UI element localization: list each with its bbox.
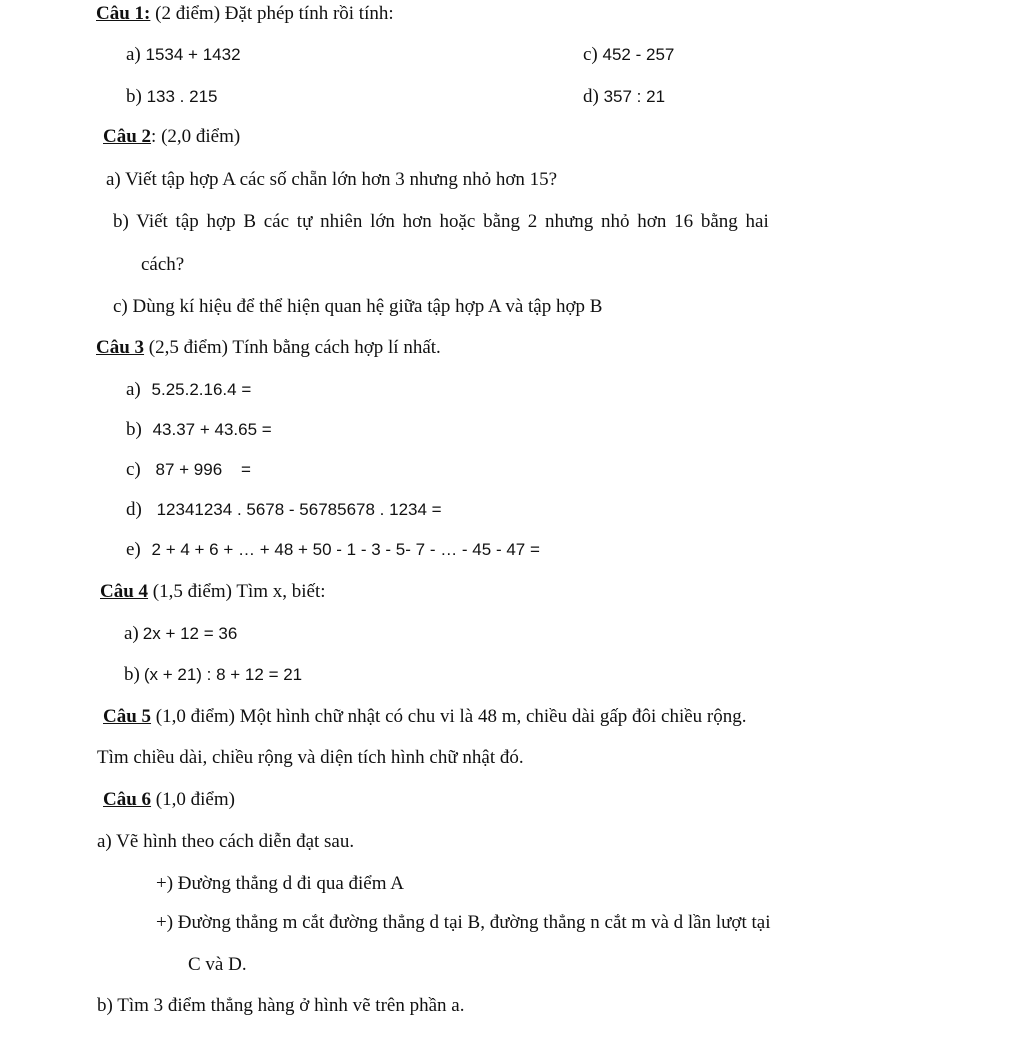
q6-heading: Câu 6 [103, 789, 152, 810]
q6-item-a1: +) Đường thẳng d đi qua điểm A [156, 873, 404, 894]
q3-item-e [126, 538, 540, 562]
q3-item-a [126, 378, 251, 402]
q4-item-b [124, 663, 302, 687]
q3-e-expr: 2 + 4 + 6 + … + 48 + 50 - 1 - 3 - 5- 7 - … - 45 - 47 = [151, 540, 540, 559]
q6-title [103, 788, 235, 812]
q2-item-a: a) Viết tập hợp A các số chẵn lớn hơn 3 nhưng nhỏ hơn 15? [106, 169, 558, 190]
q1-points: (2 điểm) Đặt phép tính rồi tính: [150, 3, 394, 24]
q4-b-label: b) [124, 664, 140, 685]
q4-b-expr: (x + 21) : 8 + 12 = 21 [143, 665, 303, 684]
q4-title [100, 580, 326, 604]
q3-d-label: d) [126, 499, 142, 520]
q4-heading: Câu 4 [100, 581, 149, 602]
q1-b-label: b) [126, 86, 142, 107]
q1-d-label: d) [583, 86, 599, 107]
q4-a-label: a) [124, 623, 139, 644]
q5-heading: Câu 5 [103, 706, 152, 727]
q1-item-a [126, 43, 241, 67]
q1-title [96, 2, 394, 26]
q3-e-label: e) [126, 539, 141, 560]
q1-c-expr: 452 - 257 [602, 45, 675, 64]
q1-a-expr: 1534 + 1432 [145, 45, 241, 64]
q2-item-b-line1: b) Viết tập hợp B các tự nhiên lớn hơn hoặc bằng 2 nhưng nhỏ hơn 16 bằng hai [113, 211, 769, 232]
q5-text: (1,0 điểm) Một hình chữ nhật có chu vi là 48 m, chiều dài gấp đôi chiều rộng. [151, 706, 747, 727]
q2-item-b-line2: cách? [141, 254, 185, 275]
q3-c-expr: 87 + 996 = [155, 460, 251, 479]
q1-item-c [583, 43, 674, 67]
q4-points: (1,5 điểm) Tìm x, biết: [148, 581, 326, 602]
q1-b-expr: 133 . 215 [146, 87, 218, 106]
q3-points: (2,5 điểm) Tính bằng cách hợp lí nhất. [144, 337, 441, 358]
q2-points: : (2,0 điểm) [151, 126, 241, 147]
q3-d-expr: 12341234 . 5678 - 56785678 . 1234 = [156, 500, 442, 519]
q1-a-label: a) [126, 44, 141, 65]
q1-c-label: c) [583, 44, 598, 65]
q6-item-b: b) Tìm 3 điểm thẳng hàng ở hình vẽ trên phần a. [97, 995, 465, 1016]
q4-item-a [124, 622, 237, 646]
q5-title [103, 705, 747, 729]
q3-heading: Câu 3 [96, 337, 145, 358]
q6-points: (1,0 điểm) [151, 789, 235, 810]
q3-item-d [126, 498, 442, 522]
q1-item-d [583, 85, 665, 109]
q6-item-a: a) Vẽ hình theo cách diễn đạt sau. [97, 831, 355, 852]
q1-d-expr: 357 : 21 [603, 87, 666, 106]
q3-item-c [126, 458, 251, 482]
q3-title [96, 336, 441, 360]
q5-line2: Tìm chiều dài, chiều rộng và diện tích hình chữ nhật đó. [97, 747, 524, 768]
q3-item-b [126, 418, 272, 442]
q6-item-a2-line1: +) Đường thẳng m cắt đường thẳng d tại B, đường thẳng n cắt m và d lần lượt tại [156, 912, 771, 933]
q3-a-expr: 5.25.2.16.4 = [151, 380, 252, 399]
q1-heading: Câu 1: [96, 3, 151, 24]
q1-item-b [126, 85, 217, 109]
q2-heading: Câu 2 [103, 126, 152, 147]
q6-item-a2-line2: C và D. [188, 954, 247, 975]
q2-item-c: c) Dùng kí hiệu để thể hiện quan hệ giữa tập hợp A và tập hợp B [113, 296, 603, 317]
q3-a-label: a) [126, 379, 141, 400]
q3-b-expr: 43.37 + 43.65 = [152, 420, 272, 439]
q3-c-label: c) [126, 459, 141, 480]
q4-a-expr: 2x + 12 = 36 [142, 624, 238, 643]
q3-b-label: b) [126, 419, 142, 440]
q2-title [103, 125, 240, 149]
